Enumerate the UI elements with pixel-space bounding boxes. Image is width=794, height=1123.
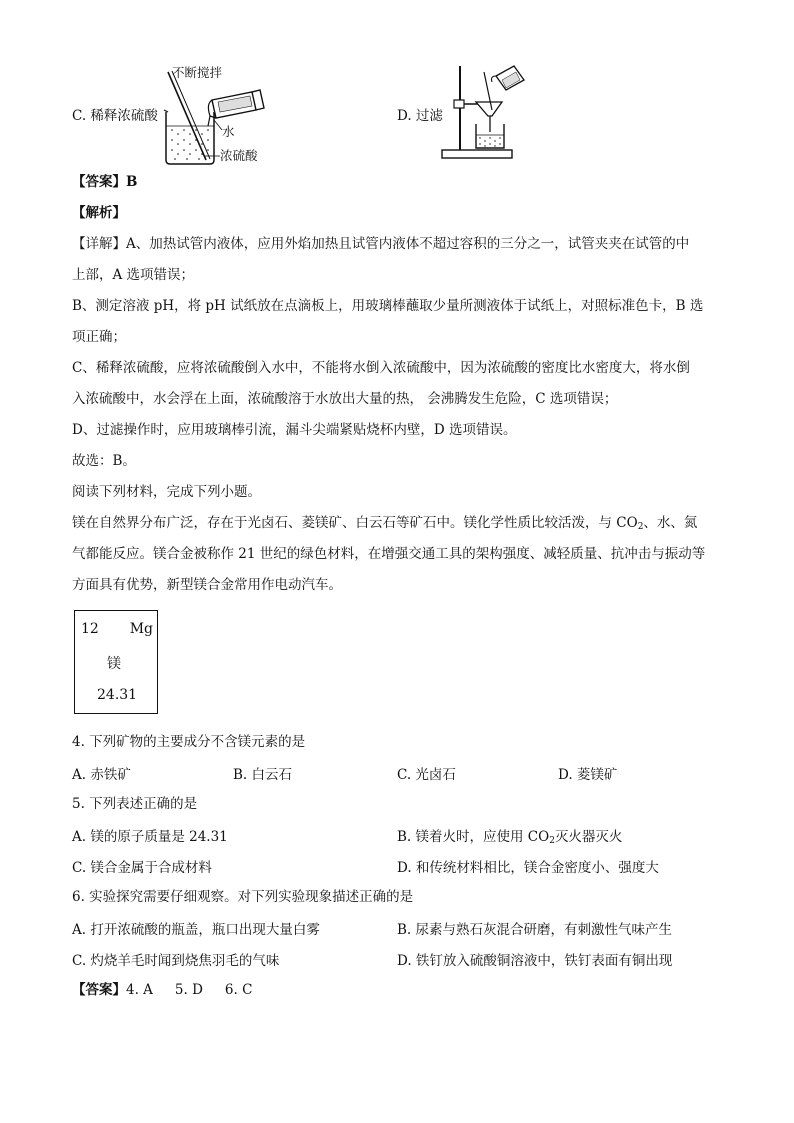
q4-option-b: B. 白云石 [233, 767, 293, 783]
atomic-mass: 24.31 [97, 687, 138, 703]
stir-label: 不断搅拌 [172, 65, 223, 80]
figure-c-label: C. 稀释浓硫酸 [72, 108, 158, 124]
passage-line2: 气都能反应。镁合金被称作 21 世纪的绿色材料，在增强交通工具的架构强度、减轻质量、抗冲击与振动等 [72, 546, 706, 562]
element-card-magnesium [74, 610, 158, 714]
passage-line3: 方面具有优势，新型镁合金常用作电动汽车。 [72, 577, 342, 593]
answer-2-item-4: 4. A [126, 982, 153, 998]
answer-2 [72, 980, 252, 1000]
answer-1: 【答案】B [72, 174, 138, 190]
answer-2-item-5: 5. D [174, 982, 203, 998]
element-symbol: Mg [129, 621, 153, 637]
q4-stem: 4. 下列矿物的主要成分不含镁元素的是 [72, 734, 306, 750]
q5-stem: 5. 下列表述正确的是 [72, 796, 198, 812]
q6-option-a: A. 打开浓硫酸的瓶盖，瓶口出现大量白雾 [72, 922, 320, 938]
q5-option-b [397, 825, 622, 846]
q5-option-b-post: 灭火器灭火 [554, 829, 623, 845]
co2-subscript: 2 [637, 522, 644, 532]
q5-co2-subscript: 2 [549, 836, 555, 846]
q5-option-d: D. 和传统材料相比，镁合金密度小、强度大 [397, 860, 659, 876]
water-label: 水 [222, 124, 235, 139]
explanation-a-line1: 【详解】A、加热试管内液体，应用外焰加热且试管内液体不超过容积的三分之一，试管夹夹在试管的中 [72, 236, 690, 252]
q4-option-c: C. 光卤石 [397, 767, 456, 783]
explanation-b-line2: 项正确； [72, 329, 126, 345]
filtration-apparatus-figure [440, 62, 540, 162]
analysis-heading: 【解析】 [72, 205, 126, 221]
q4-option-d: D. 菱镁矿 [558, 767, 618, 783]
q6-option-d: D. 铁钉放入硫酸铜溶液中，铁钉表面有铜出现 [397, 953, 673, 969]
passage-line1-a: 镁在自然界分布广泛，存在于光卤石、菱镁矿、白云石等矿石中。镁化学性质比较活泼，与 CO [72, 515, 638, 531]
explanation-c-line1: C、稀释浓硫酸，应将浓硫酸倒入水中，不能将水倒入浓硫酸中，因为浓硫酸的密度比水密度大，将水倒 [72, 360, 690, 376]
explanation-b-line1: B、测定溶液 pH，将 pH 试纸放在点滴板上，用玻璃棒蘸取少量所测液体于试纸上，对照标准色卡，B 选 [72, 298, 704, 314]
answer-2-label: 【答案】 [72, 982, 126, 998]
explanation-conclusion: 故选：B。 [72, 453, 136, 469]
acid-label: 浓硫酸 [220, 148, 258, 163]
q6-stem: 6. 实验探究需要仔细观察。对下列实验现象描述正确的是 [72, 889, 414, 905]
q5-option-c: C. 镁合金属于合成材料 [72, 860, 212, 876]
figure-d-label: D. 过滤 [397, 108, 443, 124]
q6-option-c: C. 灼烧羊毛时闻到烧焦羽毛的气味 [72, 953, 280, 969]
passage-line1 [72, 513, 697, 537]
answer-2-item-6: 6. C [224, 982, 253, 998]
q6-option-b: B. 尿素与熟石灰混合研磨，有刺激性气味产生 [397, 922, 673, 938]
explanation-a-line2: 上部，A 选项错误； [72, 267, 195, 283]
q5-option-b-pre: B. 镁着火时，应使用 CO [397, 829, 550, 845]
explanation-c-line2: 入浓硫酸中，水会浮在上面，浓硫酸溶于水放出大量的热， 会沸腾发生危险，C 选项错误； [72, 391, 618, 407]
element-name: 镁 [107, 656, 121, 672]
explanation-d-line1: D、过滤操作时，应用玻璃棒引流，漏斗尖端紧贴烧杯内壁，D 选项错误。 [72, 422, 517, 438]
q4-option-a: A. 赤铁矿 [72, 767, 131, 783]
atomic-number: 12 [81, 621, 99, 637]
q5-option-a: A. 镁的原子质量是 24.31 [72, 829, 228, 845]
passage-line1-b: 、水、氮 [643, 515, 698, 531]
reading-intro: 阅读下列材料，完成下列小题。 [72, 484, 261, 500]
